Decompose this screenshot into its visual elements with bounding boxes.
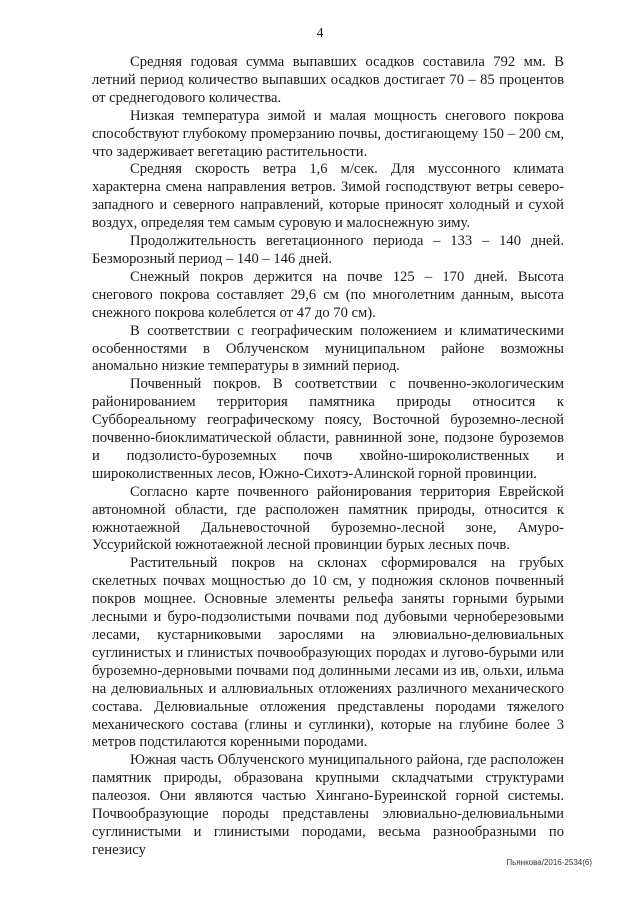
paragraph-southern-part: Южная часть Облученского муниципального района, где расположен памятник природы, образована крупными складчатыми структурами палеозоя. Они являются частью Хингано-Буреинской горной системы. Почвообразующие породы представлены элювиально-делювиальными суглинистыми и глинистыми породами, весьма разнообразными по генезису [92, 752, 564, 858]
paragraph-soil-map: Согласно карте почвенного районирования территория Еврейской автономной области, где расположен памятник природы, относится к южнотаежной Дальневосточной буроземно-лесной зоне, Амуро-Уссурийской южнотаежной лесной провинции бурых лесных почв. [92, 483, 564, 554]
paragraph-vegetation-period: Продолжительность вегетационного периода – 133 – 140 дней. Безморозный период – 140 – 146 дней. [92, 233, 564, 267]
paragraph-precipitation: Средняя годовая сумма выпавших осадков составила 792 мм. В летний период количество выпавших осадков достигает 70 – 85 процентов от среднегодового количества. [92, 54, 564, 106]
paragraph-snow-cover: Снежный покров держится на почве 125 – 170 дней. Высота снегового покрова составляет 29,6 см (по многолетним данным, высота снежного покрова колеблется от 47 до 70 см). [92, 268, 564, 321]
document-body [92, 54, 564, 860]
document-footer-code: Пьянкова/2016-2534(6) [506, 858, 592, 867]
paragraph-soil-freezing: Низкая температура зимой и малая мощность снегового покрова способствуют глубокому промерзанию почвы, достигающему 150 – 200 см, что задерживает вегетацию растительности. [92, 107, 564, 160]
paragraph-plant-cover: Растительный покров на склонах сформировался на грубых скелетных почвах мощностью до 10 см, у подножия склонов почвенный покров мощнее. Основные элементы рельефа заняты горными бурыми лесными и буро-подзолистыми почвами под дубовыми черноберезовыми лесами, кустарниковыми зарослями на элювиально-делювиальных суглинистых и глинистых почвообразующих породах и лугово-бурыми или буроземно-дерновыми почвами под долинными лесами из ив, ольхи, ильма на делювиальных и аллювиальных отложениях различного механического состава. Делювиальные отложения представлены породами тяжелого механического состава (глины и суглинки), которые на глубине более 3 метров подстилаются коренными породами. [92, 555, 564, 751]
paragraph-wind: Средняя скорость ветра 1,6 м/сек. Для муссонного климата характерна смена направления ветров. Зимой господствуют ветры северо-западного и северного направлений, которые приносят холодный и сухой воздух, определяя тем самым суровую и малоснежную зиму. [92, 161, 564, 232]
page-number: 4 [316, 26, 324, 41]
paragraph-soil-cover: Почвенный покров. В соответствии с почвенно-экологическим районированием территория памятника природы относится к Суббореальному географическому поясу, Восточной буроземно-лесной почвенно-биоклиматической области, равнинной зоне, подзоне буроземов и подзолисто-буроземных почв хвойно-широколиственных и широколиственных лесов, Южно-Сихотэ-Алинской горной провинции. [92, 376, 564, 482]
paragraph-low-temperatures: В соответствии с географическим положением и климатическими особенностями в Облученском муниципальном районе возможны аномально низкие температуры в зимний период. [92, 322, 564, 375]
